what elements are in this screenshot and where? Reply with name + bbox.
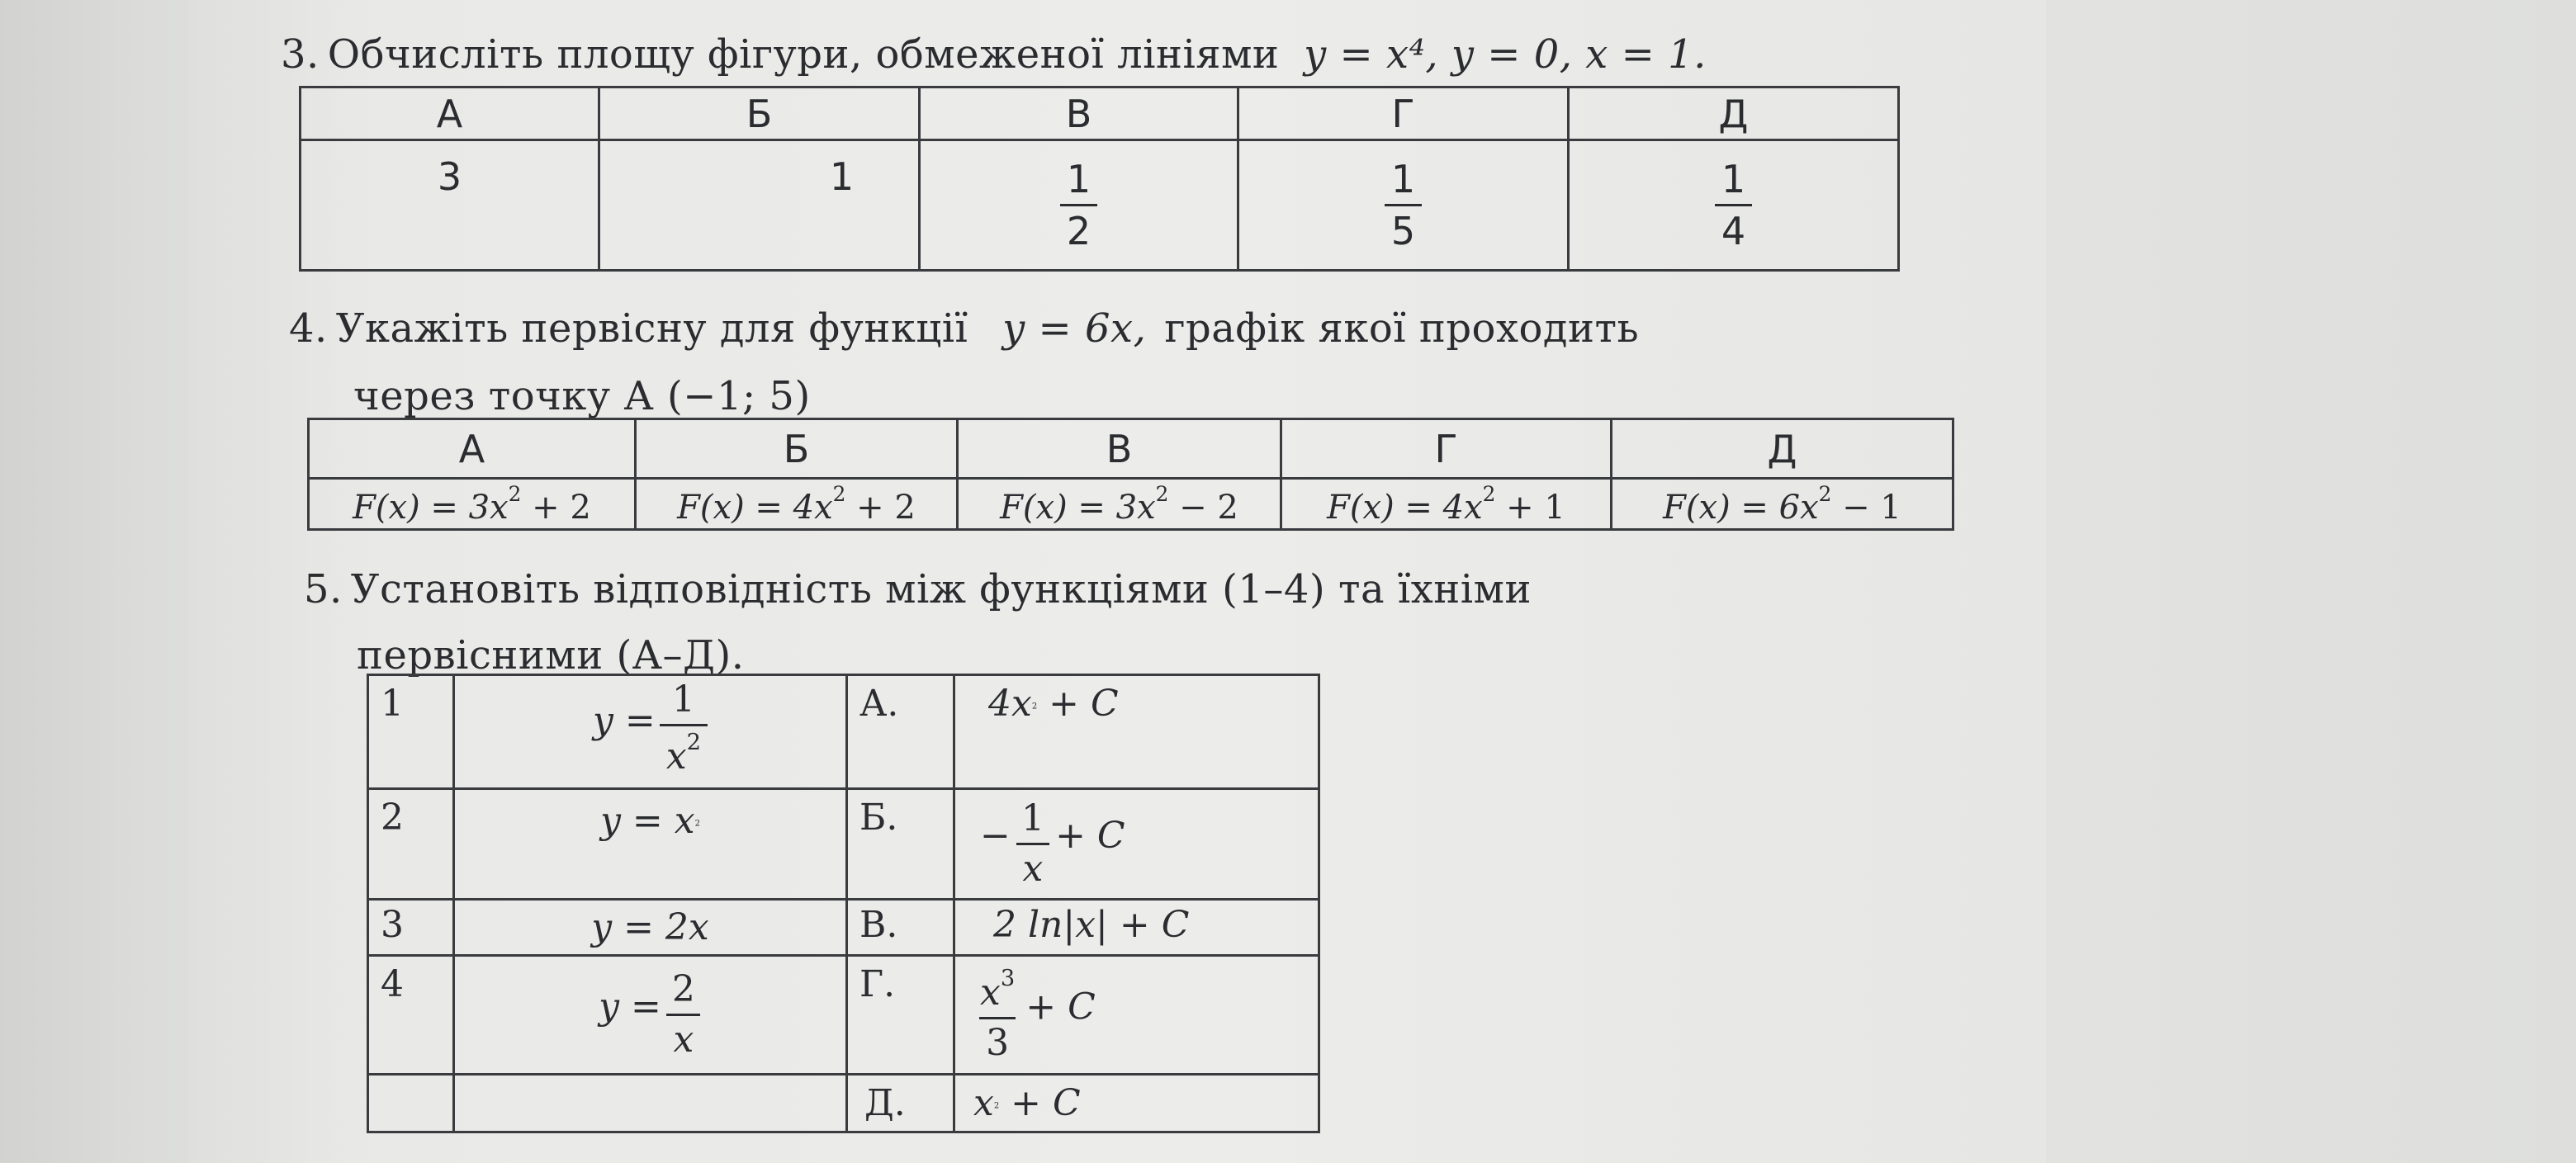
q4-answer-v: $F(x) = 3x^2 - 2$: [958, 479, 1281, 530]
q5-letter: А.: [847, 675, 954, 789]
question-text-end: графік якої проходить: [1164, 305, 1640, 352]
q4-header-b: Б: [636, 419, 958, 479]
question-number: 3.: [281, 31, 320, 78]
question-number: 5.: [304, 566, 343, 612]
q5-antiderivative: $x^2 + C$: [954, 1075, 1319, 1132]
question-5-line2: первісними (А–Д).: [357, 632, 745, 678]
q5-antiderivative: − $\frac{1}{x}$ + C: [954, 789, 1319, 900]
q5-letter: Д.: [847, 1075, 954, 1132]
q4-answer-b: $F(x) = 4x^2 + 2$: [636, 479, 958, 530]
question-text: Укажіть первісну для функції: [335, 305, 968, 352]
q5-letter: Б.: [847, 789, 954, 900]
q5-antiderivative: 2 ln|x| + C: [954, 900, 1319, 956]
q5-row-number: 2: [368, 789, 454, 900]
q3-answer-table: [299, 86, 1900, 272]
q4-header-g: Г: [1281, 419, 1612, 479]
q4-answer-g: $F(x) = 4x^2 + 1$: [1281, 479, 1612, 530]
question-5: [304, 566, 1532, 612]
q3-header-d: Д: [1569, 87, 1899, 140]
q3-header-v: В: [920, 87, 1238, 140]
q3-answer-v: $\frac{1}{2}$: [920, 140, 1238, 271]
q3-answer-a: 3: [301, 140, 599, 271]
q5-row-number: 4: [368, 956, 454, 1075]
question-4: [289, 305, 1639, 352]
q3-answer-d: $\frac{1}{4}$: [1569, 140, 1899, 271]
question-math: y = x⁴, y = 0, x = 1.: [1304, 31, 1707, 78]
q3-answer-g: $\frac{1}{5}$: [1238, 140, 1569, 271]
q3-header-a: А: [301, 87, 599, 140]
q5-antiderivative: $4x^2 + C$: [954, 675, 1319, 789]
question-text: Установіть відповідність між функціями (1–4) та їхніми: [350, 566, 1532, 612]
q5-matching-table: [367, 674, 1320, 1133]
q5-function: $y = x^2$: [454, 789, 847, 900]
q5-letter: Г.: [847, 956, 954, 1075]
q3-header-g: Г: [1238, 87, 1569, 140]
question-4-line2: через точку А (−1; 5): [353, 373, 811, 419]
q3-answer-b: 1: [599, 140, 920, 271]
q5-row-number: 3: [368, 900, 454, 956]
q3-header-b: Б: [599, 87, 920, 140]
q4-header-d: Д: [1612, 419, 1953, 479]
q4-answer-a: $F(x) = 3x^2 + 2$: [309, 479, 636, 530]
q5-row-number: 1: [368, 675, 454, 789]
q4-answer-d: $F(x) = 6x^2 - 1$: [1612, 479, 1953, 530]
q5-letter: В.: [847, 900, 954, 956]
q5-row-number: [368, 1075, 454, 1132]
q5-antiderivative: $\frac{x^3}{3}$ + C: [954, 956, 1319, 1075]
question-3: [281, 31, 1707, 78]
q5-function: y = $\frac{1}{x^2}$: [454, 675, 847, 789]
q4-header-a: А: [309, 419, 636, 479]
q5-function: [454, 1075, 847, 1132]
q5-function: y = 2x: [454, 900, 847, 956]
question-function: y = 6x,: [1002, 305, 1147, 352]
q5-function: y = $\frac{2}{x}$: [454, 956, 847, 1075]
question-text: Обчисліть площу фігури, обмеженої лініями: [327, 31, 1280, 78]
q4-header-v: В: [958, 419, 1281, 479]
q4-answer-table: [307, 418, 1954, 531]
question-number: 4.: [289, 305, 328, 352]
